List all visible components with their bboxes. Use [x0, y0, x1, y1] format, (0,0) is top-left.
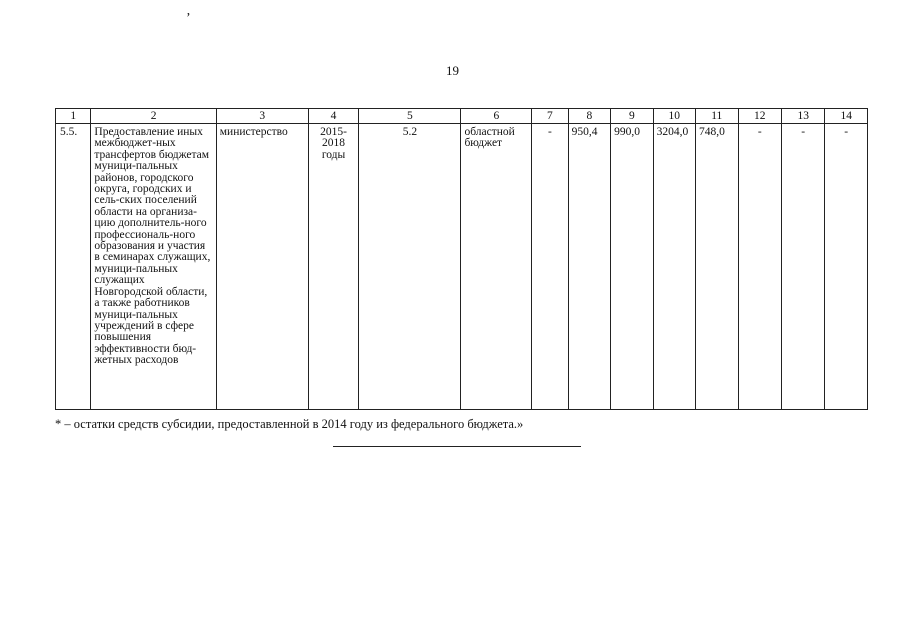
column-number: 9 [611, 109, 653, 124]
column-number: 4 [308, 109, 359, 124]
row-number-cell: 5.5. [56, 124, 91, 410]
column-number: 8 [568, 109, 610, 124]
value-cell-14: - [825, 124, 868, 410]
footnote: * – остатки средств субсидии, предоставленной в 2014 году из федерального бюджета.» [55, 417, 524, 431]
executor-cell: министерство [216, 124, 308, 410]
description-cell: Предоставление иных межбюджет-ных трансфертов бюджетам муници-пальных районов, городского округа, городских и сель-ских поселений области на организа-цию дополнитель-ного профессиональ-ного образования и участия в семинарах служащих, муници-пальных служащих Новгородской области, а также работников муници-пальных учреждений в сфере повышения эффективности бюд-жетных расходов [91, 124, 216, 410]
column-number: 10 [653, 109, 695, 124]
value-cell-12: - [738, 124, 781, 410]
column-number: 3 [216, 109, 308, 124]
column-number: 12 [738, 109, 781, 124]
column-number: 1 [56, 109, 91, 124]
page-number: 19 [446, 63, 459, 78]
source-cell: областной бюджет [461, 124, 532, 410]
value-cell-8: 950,4 [568, 124, 610, 410]
value-cell-10: 3204,0 [653, 124, 695, 410]
value-cell-9: 990,0 [611, 124, 653, 410]
table-row [56, 124, 868, 410]
budget-table [55, 108, 868, 410]
period-cell: 2015-2018 годы [308, 124, 359, 410]
column-number: 6 [461, 109, 532, 124]
column-number: 2 [91, 109, 216, 124]
target-ref-cell: 5.2 [359, 124, 461, 410]
value-cell-11: 748,0 [696, 124, 738, 410]
column-number: 5 [359, 109, 461, 124]
column-number-row [56, 109, 868, 124]
stray-mark: ʼ [186, 11, 191, 26]
column-number: 14 [825, 109, 868, 124]
column-number: 7 [532, 109, 568, 124]
column-number: 13 [781, 109, 824, 124]
value-cell-13: - [781, 124, 824, 410]
value-cell-7: - [532, 124, 568, 410]
end-rule-divider [333, 446, 581, 447]
column-number: 11 [696, 109, 738, 124]
